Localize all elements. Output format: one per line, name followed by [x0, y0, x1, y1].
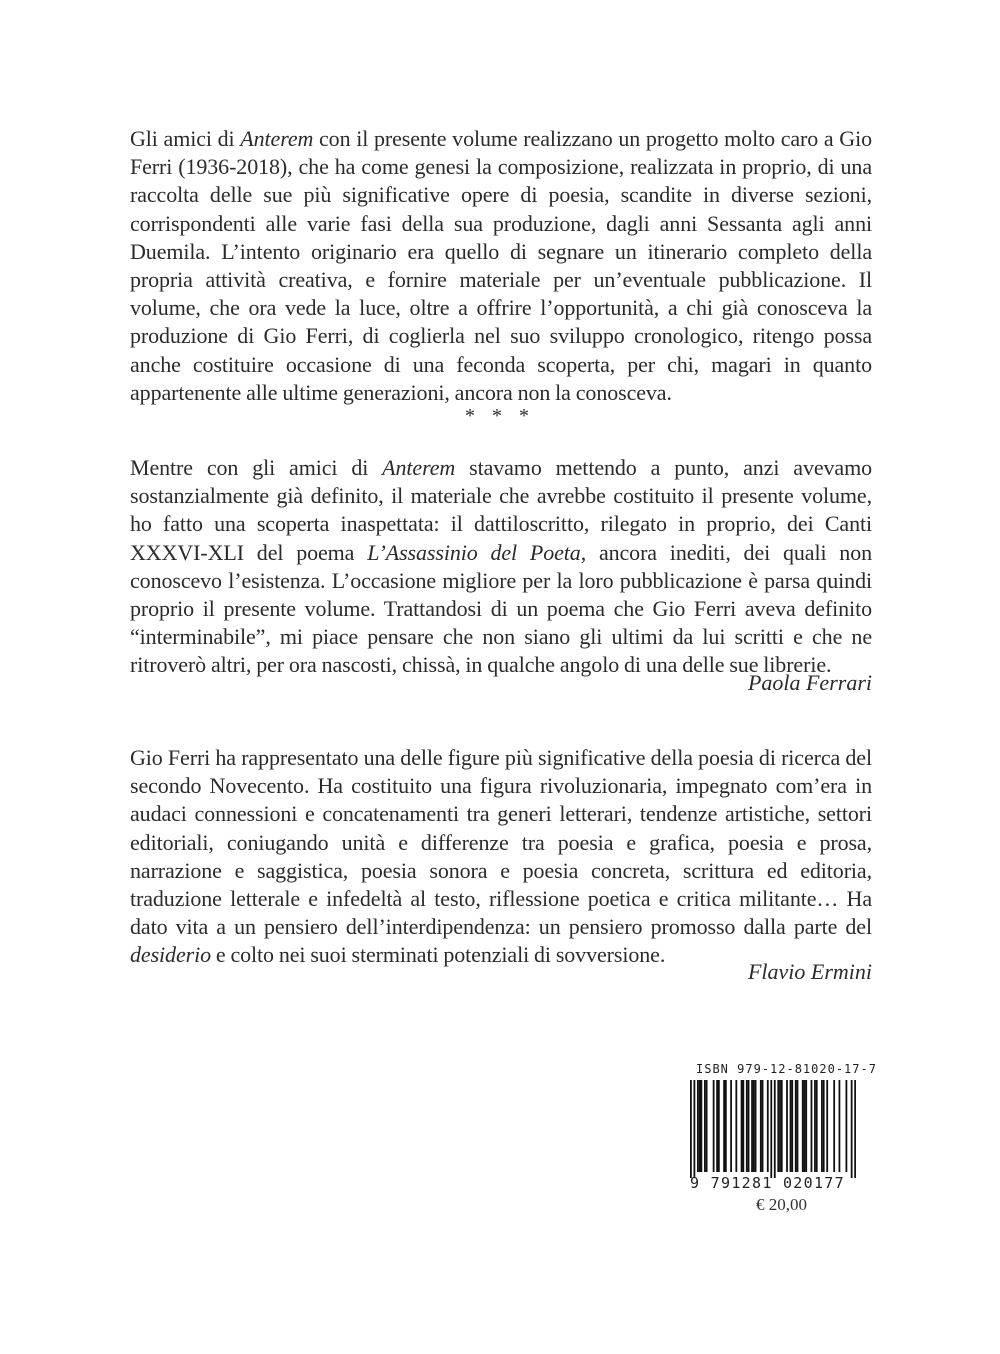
isbn-barcode [690, 1062, 877, 1192]
barcode-bar [760, 1080, 762, 1172]
barcode-bar [735, 1080, 737, 1172]
barcode-bar [790, 1080, 792, 1172]
barcode-bar [730, 1080, 732, 1172]
price-label: € 20,00 [756, 1195, 807, 1214]
barcode-bar [751, 1080, 753, 1172]
barcode-bar [774, 1080, 776, 1178]
barcode-digits: 9 791281 020177 [690, 1174, 845, 1192]
barcode-bar [755, 1080, 757, 1172]
barcode-bar [706, 1080, 708, 1172]
barcode-bar [797, 1080, 799, 1172]
desiderio-italic: desiderio [130, 942, 211, 968]
barcode-bar [839, 1080, 841, 1172]
anterem-italic: Anterem [240, 126, 314, 151]
signature-paola-ferrari: Paola Ferrari [747, 670, 872, 695]
barcode-bar [854, 1080, 856, 1178]
isbn-label: ISBN 979-12-81020-17-7 [696, 1062, 877, 1076]
barcode-bar [779, 1080, 781, 1172]
signature-flavio-ermini: Flavio Ermini [747, 959, 872, 984]
barcode-bar [846, 1080, 848, 1172]
barcode-bar [811, 1080, 813, 1172]
critique-paragraph: Gio Ferri ha rappresentato una delle figure più significative della poesia di ricerca del secondo Novecento. Ha costituito una figura rivoluzionaria, impegnato com’era in audaci connessioni e concatenamenti tra generi letterari, tendenze artistiche, settori editoriali, coniugando unità e differenze tra poesia e grafica, poesia e prosa, narrazione e saggistica, poesia sonora e poesia concreta, scrittura ed editoria, traduzione letterale e infedeltà al testo, riflessione poetica e critica militante… Ha dato vita a un pensiero dell’interdipendenza: un pensiero promosso dalla parte del desiderio e colto nei suoi sterminati potenziali di sovversione. [130, 745, 872, 968]
barcode-bar [723, 1080, 725, 1172]
barcode-bar [699, 1080, 701, 1172]
barcode-bar [690, 1080, 692, 1178]
barcode-bar [748, 1080, 750, 1172]
barcode-bar [814, 1080, 816, 1172]
barcode-bar [762, 1080, 764, 1172]
barcode-bar [718, 1080, 720, 1172]
anterem-italic: Anterem [382, 455, 456, 480]
barcode-bar [713, 1080, 715, 1172]
barcode-bar [767, 1080, 769, 1172]
barcode-bar [786, 1080, 788, 1172]
barcode-bar [805, 1080, 807, 1172]
barcode-bar [833, 1080, 835, 1172]
barcode-bar [704, 1080, 706, 1172]
barcode-bar [770, 1080, 772, 1178]
barcode-bar [716, 1080, 718, 1172]
barcode-bar [791, 1080, 793, 1172]
barcode-bars [690, 1080, 856, 1178]
barcode-bar [777, 1080, 779, 1172]
barcode-bar [746, 1080, 748, 1172]
poem-title-italic: L’Assassinio del Poeta [367, 539, 581, 565]
barcode-bar [823, 1080, 825, 1172]
barcode-bar [781, 1080, 783, 1172]
barcode-bar [795, 1080, 797, 1172]
section-separator: * * * [465, 405, 535, 427]
barcode-bar [741, 1080, 743, 1172]
barcode-bar [816, 1080, 818, 1172]
barcode-bar [851, 1080, 853, 1178]
barcode-bar [753, 1080, 755, 1172]
barcode-bar [826, 1080, 828, 1172]
barcode-bar [693, 1080, 695, 1178]
barcode-bar [700, 1080, 702, 1172]
intro-paragraph: Gli amici di Anterem con il presente volume realizzano un progetto molto caro a Gio Ferri (1936-2018), che ha come genesi la composizione, realizzata in proprio, di una raccolta delle sue più significative opere di poesia, scandite in diverse sezioni, corrispondenti alle varie fasi della sua produzione, dagli anni Sessanta agli anni Duemila. L’intento originario era quello di segnare un itinerario completo della propria attività creativa, e fornire materiale per un’eventuale pubblicazione. Il volume, che ora vede la luce, oltre a offrire l’opportunità, a chi già conosceva la produzione di Gio Ferri, di coglierla nel suo sviluppo cronologico, ritengo possa anche costituire occasione di una feconda scoperta, per chi, magari in quanto appartenente alle ultime generazioni, ancora non la conosceva. [130, 126, 873, 405]
barcode-bar [821, 1080, 823, 1172]
barcode-bar [697, 1080, 699, 1172]
barcode-bar [742, 1080, 744, 1172]
barcode-bar [802, 1080, 804, 1172]
discovery-paragraph: Mentre con gli amici di Anterem stavamo mettendo a punto, anzi avevamo sostanzialmente già definito, il materiale che avrebbe costituito il presente volume, ho fatto una scoperta inaspettata: il dattiloscritto, rilegato in proprio, dei Canti XXXVI-XLI del poema L’Assassinio del Poeta, ancora inediti, dei quali non conoscevo l’esistenza. L’occasione migliore per la loro pubblicazione è parsa quindi proprio il presente volume. Trattandosi di un poema che Gio Ferri aveva definito “interminabile”, mi piace pensare che non siano gli ultimi da lui scritti e che ne ritroverò altri, per ora nascosti, chissà, in qualche angolo di una delle sue librerie. [130, 455, 872, 678]
barcode-bar [725, 1080, 727, 1172]
barcode-bar [804, 1080, 806, 1172]
